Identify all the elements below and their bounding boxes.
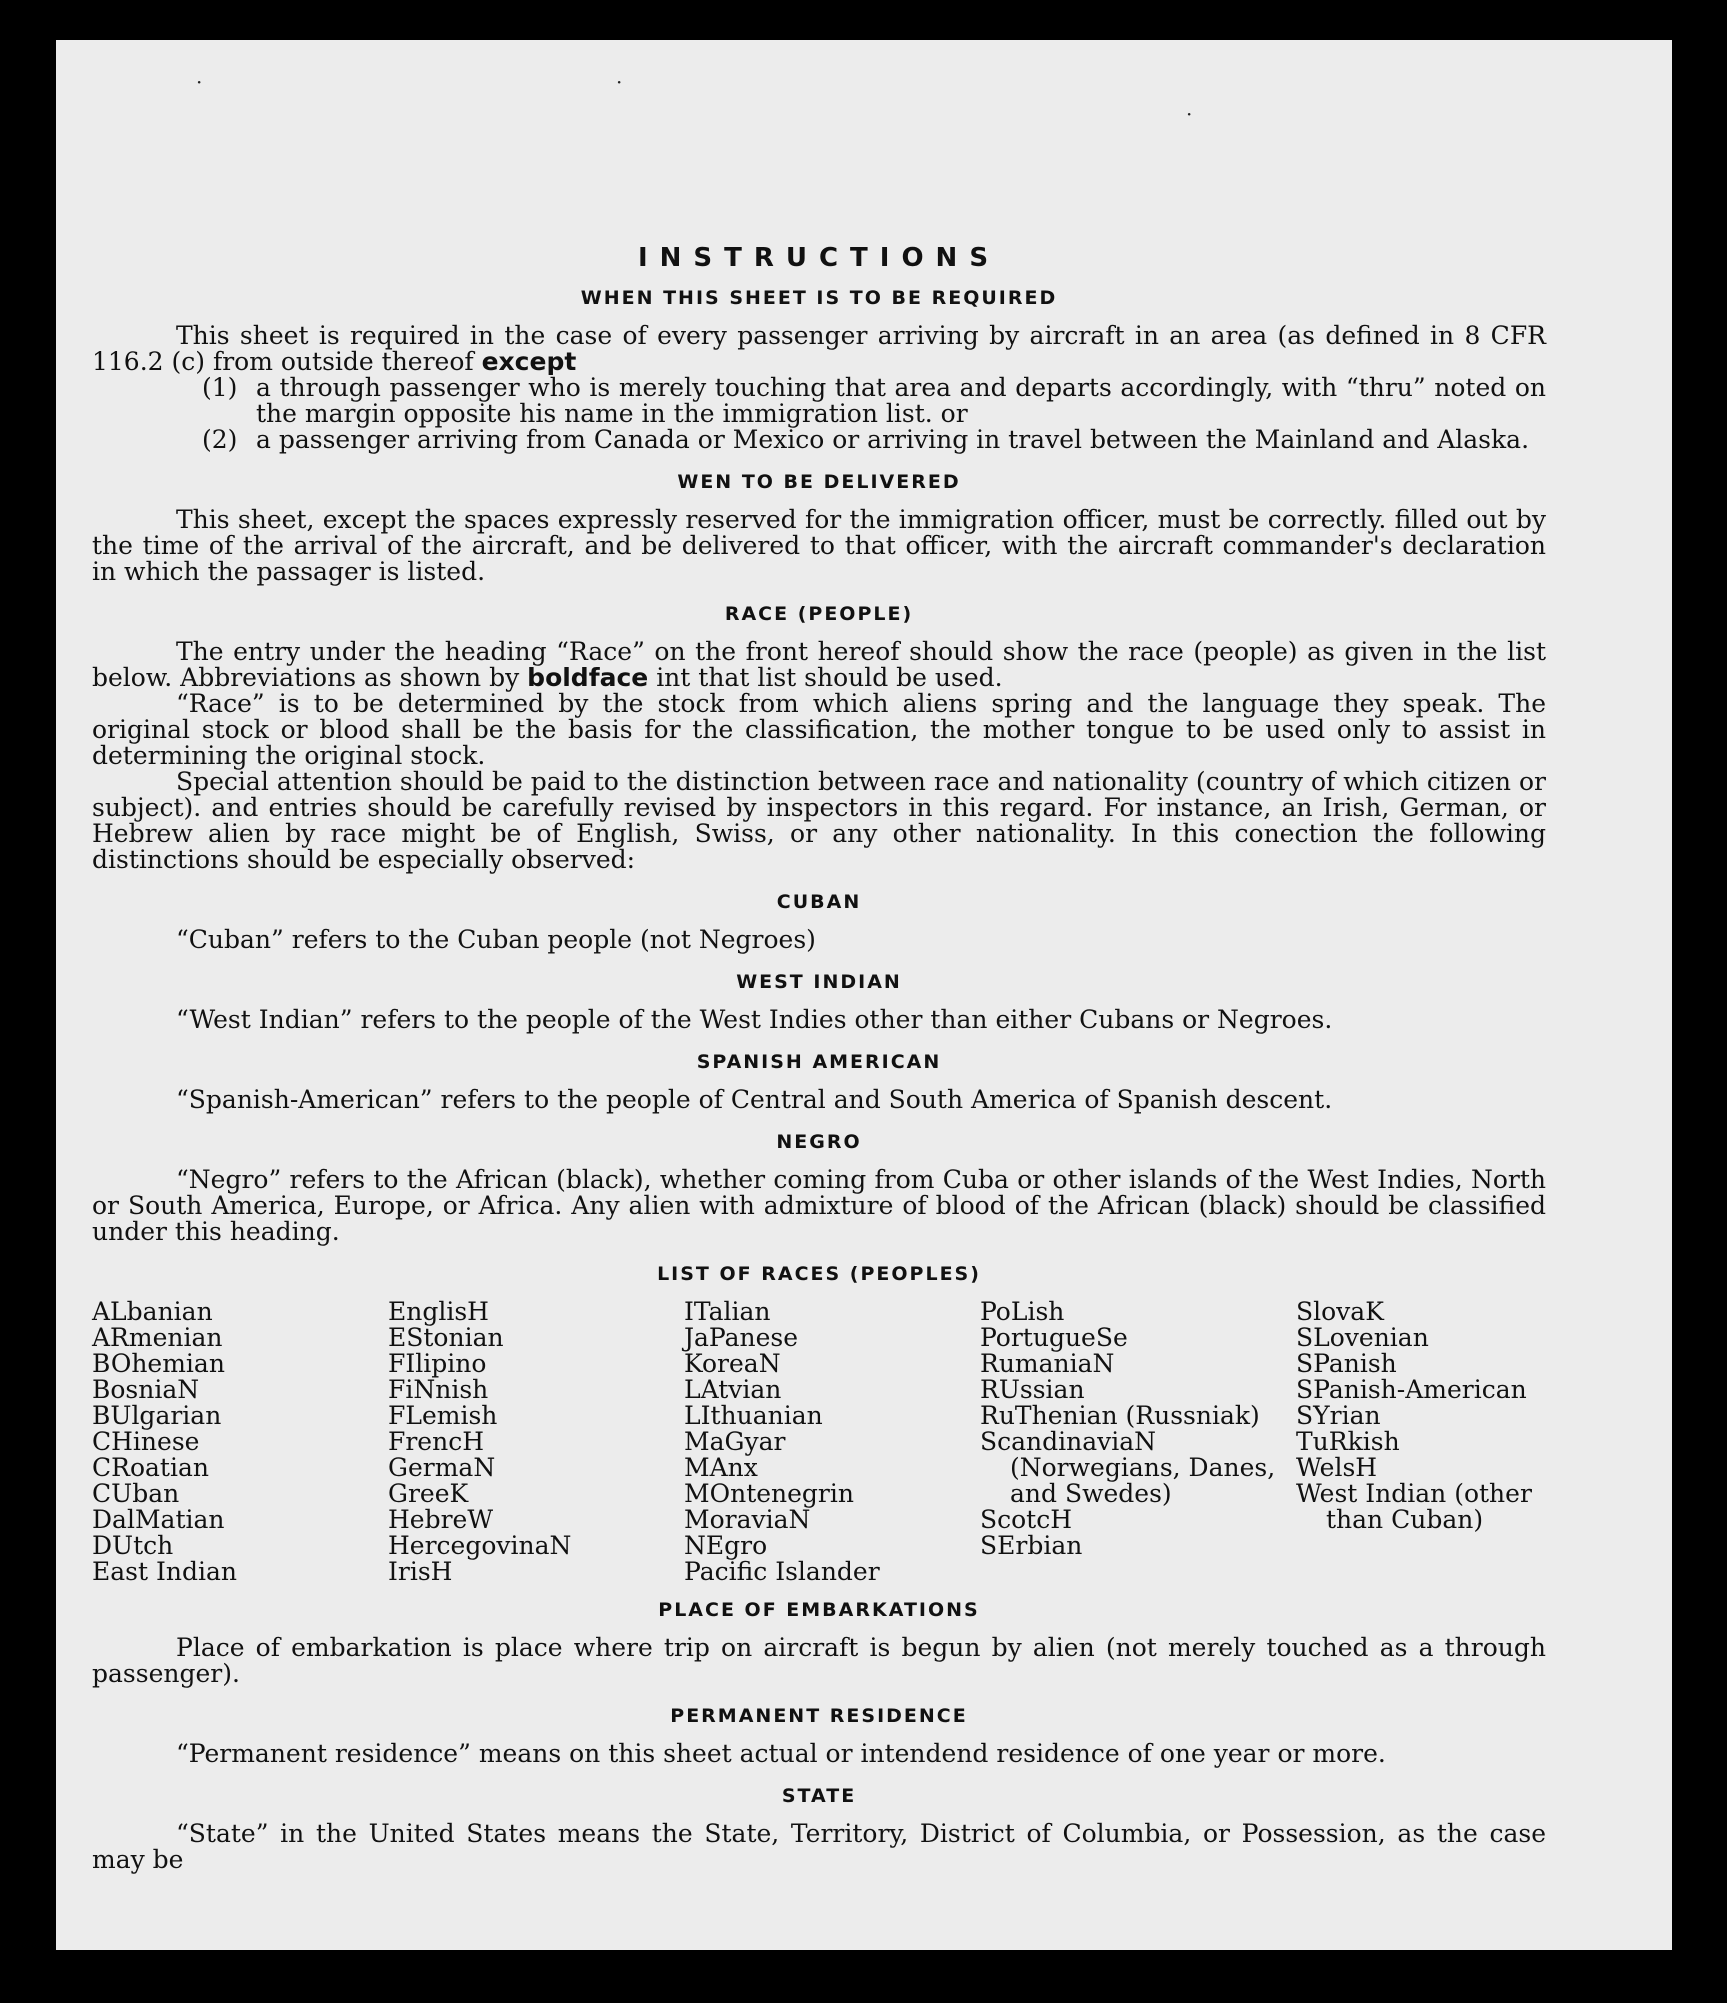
paragraph-race-2: “Race” is to be determined by the stock from which aliens spring and the language they speak. The original stock or blood shall be the basis for the classification, the mother tongue to be used only to assist in determining the original stock.: [92, 689, 1546, 770]
paragraph-embarkation: Place of embarkation is place where trip on aircraft is begun by alien (not merely touched as a through passenger).: [92, 1633, 1546, 1688]
emphasis-except: except: [481, 347, 577, 376]
list-item: MoraviaN: [684, 1505, 811, 1534]
list-item: East Indian: [92, 1557, 237, 1586]
heading-cuban: CUBAN: [776, 891, 862, 913]
list-item: MOntenegrin: [684, 1479, 854, 1508]
races-list: [92, 1299, 1546, 1585]
list-item: CUban: [92, 1479, 180, 1508]
list-item: FLemish: [388, 1401, 498, 1430]
list-item: [92, 375, 1546, 427]
document-body: [92, 205, 1546, 1873]
races-column-5: [1296, 1299, 1546, 1585]
list-item: SErbian: [980, 1531, 1083, 1560]
emphasis-boldface: boldface: [527, 663, 649, 692]
list-item: SLovenian: [1296, 1323, 1429, 1352]
item-text: a through passenger who is merely touching that area and departs accordingly, with “thru” noted on the margin opposite his name in the immigration list. or: [256, 373, 1546, 428]
list-item: ALbanian: [92, 1297, 213, 1326]
list-item: FiNnish: [388, 1375, 489, 1404]
list-item: CRoatian: [92, 1453, 209, 1482]
list-item: KoreaN: [684, 1349, 781, 1378]
list-item: RuThenian (Russniak): [980, 1401, 1260, 1430]
list-item: GermaN: [388, 1453, 496, 1482]
list-item: PoLish: [980, 1297, 1065, 1326]
paragraph-permanent-residence: “Permanent residence” means on this sheet actual or intendend residence of one year or more.: [176, 1739, 1386, 1768]
heading-when-required: WHEN THIS SHEET IS TO BE REQUIRED: [580, 287, 1058, 309]
print-speck: ·: [616, 70, 623, 94]
paragraph-race-1: The entry under the heading “Race” on the front hereof should show the race (people) as given in the list below. Abbreviations as shown by boldface int that list should be used.: [92, 637, 1546, 692]
item-text: a passenger arriving from Canada or Mexico or arriving in travel between the Mainland and Alaska.: [256, 425, 1530, 454]
heading-west-indian: WEST INDIAN: [736, 971, 902, 993]
list-item: HebreW: [388, 1505, 494, 1534]
list-item: SPanish-American: [1296, 1375, 1527, 1404]
list-item: EnglisH: [388, 1297, 489, 1326]
paragraph-race-3: Special attention should be paid to the distinction between race and nationality (country of which citizen or subject). and entries should be carefully revised by inspectors in this regard. For instance, an Irish, German, or Hebrew alien by race might be of English, Swiss, or any other nationality. In this conection the following distinctions should be especially observed:: [92, 767, 1546, 874]
heading-embarkation: PLACE OF EMBARKATIONS: [658, 1599, 980, 1621]
list-item: SlovaK: [1296, 1297, 1384, 1326]
print-speck: ·: [1186, 102, 1193, 126]
list-item: MAnx: [684, 1453, 758, 1482]
list-item: SYrian: [1296, 1401, 1381, 1430]
list-item: West Indian (other than Cuban): [1296, 1479, 1532, 1534]
list-item: GreeK: [388, 1479, 469, 1508]
list-item: LAtvian: [684, 1375, 782, 1404]
paragraph-delivered: This sheet, except the spaces expressly reserved for the immigration officer, must be correctly. filled out by the time of the arrival of the aircraft, and be delivered to that officer, with the aircraft commander's declaration in which the passager is listed.: [92, 505, 1546, 586]
races-column-1: [92, 1299, 388, 1585]
paragraph-cuban: “Cuban” refers to the Cuban people (not Negroes): [176, 925, 816, 954]
list-item: ScandinaviaN (Norwegians, Danes, and Swedes): [980, 1427, 1276, 1508]
races-column-4: [980, 1299, 1296, 1585]
list-item: SPanish: [1296, 1349, 1397, 1378]
list-item: CHinese: [92, 1427, 200, 1456]
heading-state: STATE: [781, 1785, 857, 1807]
paragraph-negro: “Negro” refers to the African (black), whether coming from Cuba or other islands of the West Indies, North or South America, Europe, or Africa. Any alien with admixture of blood of the African (black) should be classified under this heading.: [92, 1165, 1546, 1246]
races-column-2: [388, 1299, 684, 1585]
list-item: HercegovinaN: [388, 1531, 572, 1560]
paragraph-spanish-american: “Spanish-American” refers to the people of Central and South America of Spanish descent.: [176, 1085, 1333, 1114]
list-item: PortugueSe: [980, 1323, 1128, 1352]
list-item: FIlipino: [388, 1349, 487, 1378]
item-number: (2): [202, 425, 238, 454]
list-item: ScotcH: [980, 1505, 1073, 1534]
heading-spanish-american: SPANISH AMERICAN: [696, 1051, 942, 1073]
list-item: LIthuanian: [684, 1401, 823, 1430]
list-item: EStonian: [388, 1323, 504, 1352]
list-item: BUlgarian: [92, 1401, 222, 1430]
list-item: MaGyar: [684, 1427, 786, 1456]
list-item: RumaniaN: [980, 1349, 1115, 1378]
heading-permanent-residence: PERMANENT RESIDENCE: [670, 1705, 968, 1727]
list-item: RUssian: [980, 1375, 1085, 1404]
heading-race: RACE (PEOPLE): [724, 603, 914, 625]
list-item: TuRkish: [1296, 1427, 1400, 1456]
heading-when-delivered: WEN TO BE DELIVERED: [677, 471, 961, 493]
list-item: JaPanese: [684, 1323, 799, 1352]
paragraph-west-indian: “West Indian” refers to the people of the West Indies other than either Cubans or Negroes.: [176, 1005, 1333, 1034]
list-item: FrencH: [388, 1427, 484, 1456]
print-speck: ·: [196, 70, 203, 94]
document-sheet: [56, 40, 1672, 1950]
list-item: NEgro: [684, 1531, 768, 1560]
races-column-3: [684, 1299, 980, 1585]
list-item: DUtch: [92, 1531, 174, 1560]
list-item: BosniaN: [92, 1375, 200, 1404]
list-item: BOhemian: [92, 1349, 225, 1378]
list-item: WelsH: [1296, 1453, 1378, 1482]
heading-list-of-races: LIST OF RACES (PEOPLES): [657, 1263, 981, 1285]
document-title: INSTRUCTIONS: [637, 243, 1001, 273]
list-item: IrisH: [388, 1557, 453, 1586]
list-item: ITalian: [684, 1297, 771, 1326]
list-item: ARmenian: [92, 1323, 223, 1352]
list-item: Pacific Islander: [684, 1557, 880, 1586]
list-item: DalMatian: [92, 1505, 225, 1534]
paragraph-required-intro: This sheet is required in the case of every passenger arriving by aircraft in an area (as defined in 8 CFR 116.2 (c) from outside thereof except: [92, 321, 1546, 376]
list-item: [92, 427, 1546, 453]
item-number: (1): [202, 373, 238, 402]
paragraph-state: “State” in the United States means the State, Territory, District of Columbia, or Possession, as the case may be: [92, 1819, 1546, 1874]
heading-negro: NEGRO: [776, 1131, 862, 1153]
